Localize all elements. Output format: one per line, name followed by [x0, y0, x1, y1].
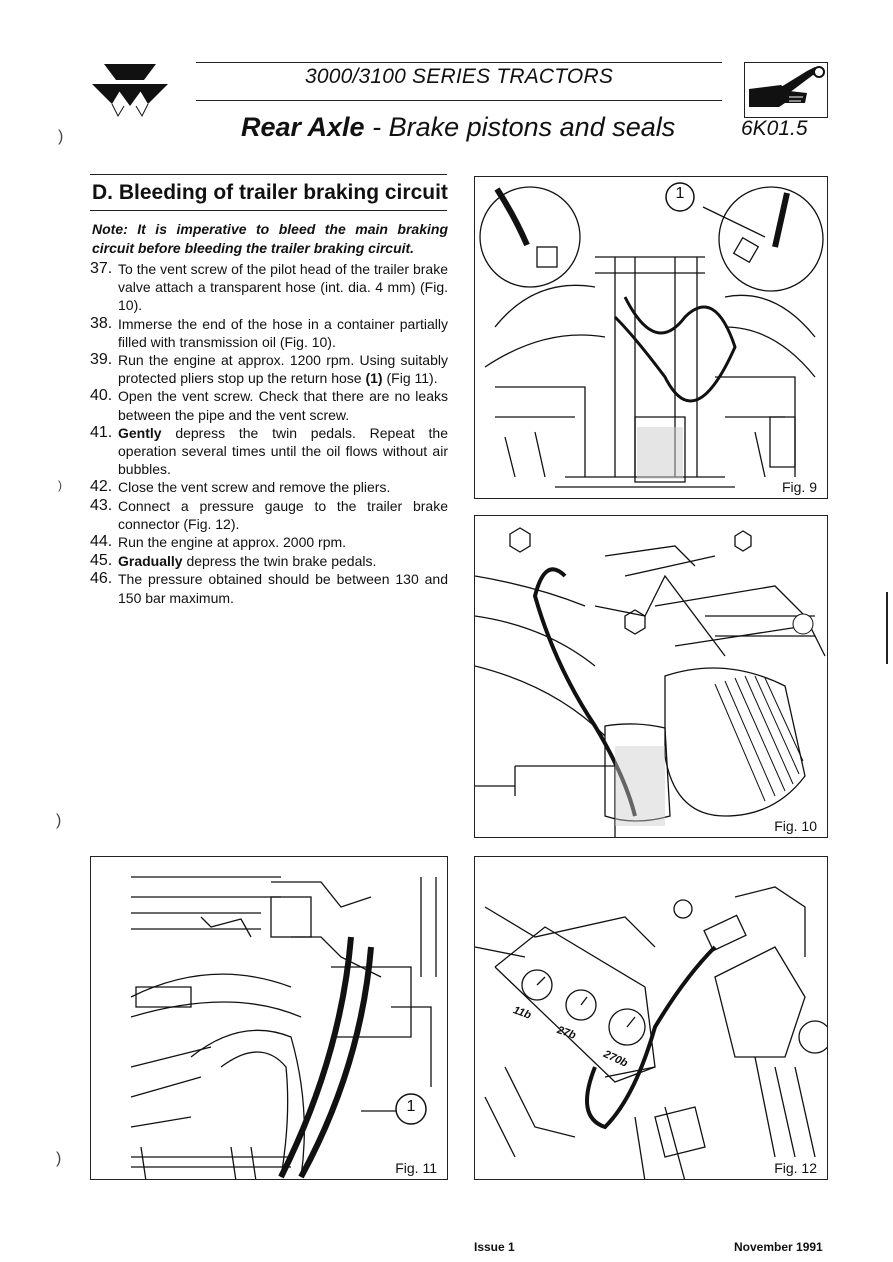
callout-reference: (1) [365, 370, 383, 387]
figure-9-callout: 1 [675, 185, 685, 202]
footer-issue: Issue 1 [474, 1240, 515, 1254]
step-number: 41. [90, 423, 113, 441]
footer-date: November 1991 [734, 1240, 823, 1254]
step-number: 45. [90, 551, 113, 569]
step-text: Run the engine at approx. 1200 rpm. Using suitably protected pliers stop up the return hose [118, 352, 448, 387]
step-emphasis: Gradually [118, 552, 183, 569]
step-number: 42. [90, 478, 113, 496]
header-bottom-rule [196, 100, 722, 101]
scan-mark: ) [56, 812, 62, 829]
step-40 [90, 387, 448, 423]
section-title-rest: - Brake pistons and seals [364, 112, 676, 142]
scan-mark: ) [56, 1150, 62, 1167]
heading-bottom-rule [90, 210, 447, 211]
step-text: The pressure obtained should be between 130 and 150 bar maximum. [118, 571, 448, 606]
step-number: 40. [90, 387, 113, 405]
figure-11-label: Fig. 11 [395, 1160, 437, 1176]
step-number: 46. [90, 570, 113, 588]
figure-10-illustration [475, 516, 828, 838]
step-text: depress the twin brake pedals. [182, 552, 377, 569]
figure-11-illustration [91, 857, 448, 1180]
figure-11 [90, 856, 448, 1180]
step-text: depress the twin pedals. Repeat the operation several times until the oil flows without air bubbles. [118, 424, 448, 478]
gauge-label-3: 270b [601, 1048, 630, 1070]
step-45 [90, 552, 448, 571]
figure-12 [474, 856, 828, 1180]
massey-ferguson-logo-icon [90, 58, 170, 122]
step-44 [90, 533, 448, 552]
step-text-wrap [118, 552, 448, 571]
step-37 [90, 260, 448, 315]
figure-9 [474, 176, 828, 499]
header-top-rule [196, 62, 722, 63]
page-code: 6K01.5 [741, 117, 808, 140]
figure-12-label: Fig. 12 [774, 1160, 817, 1176]
step-39 [90, 351, 448, 387]
step-46 [90, 570, 448, 606]
step-text-wrap [118, 351, 448, 387]
gauge-label-1: 11b [511, 1004, 533, 1022]
workshop-hand-tool-icon [744, 62, 828, 118]
section-title-bold: Rear Axle [241, 112, 365, 142]
step-text-wrap [118, 424, 448, 479]
section-title [241, 112, 675, 143]
heading-top-rule [90, 174, 447, 175]
step-38 [90, 315, 448, 351]
figure-9-label: Fig. 9 [781, 479, 817, 495]
step-text-after: (Fig 11). [382, 370, 438, 387]
bleeding-note: Note: It is imperative to bleed the main braking circuit before bleeding the trailer braking circuit. [92, 221, 448, 256]
figure-10 [474, 515, 828, 838]
step-number: 39. [90, 351, 113, 369]
step-41 [90, 424, 448, 479]
margin-bar [886, 592, 888, 664]
step-text: Run the engine at approx. 2000 rpm. [118, 534, 347, 551]
figure-11-callout: 1 [406, 1098, 416, 1115]
step-number: 43. [90, 496, 113, 514]
series-title: 3000/3100 SERIES TRACTORS [304, 65, 614, 88]
gauge-label-2: 27b [555, 1024, 578, 1042]
procedure-steps [90, 260, 448, 607]
procedure-heading: D. Bleeding of trailer braking circuit [92, 181, 448, 204]
step-42 [90, 478, 448, 497]
step-text: Connect a pressure gauge to the trailer brake connector (Fig. 12). [118, 497, 448, 533]
figure-10-label: Fig. 10 [774, 818, 817, 834]
step-text: Open the vent screw. Check that there are no leaks between the pipe and the vent screw. [118, 388, 448, 423]
scan-mark: ) [58, 478, 62, 492]
step-text: Close the vent screw and remove the pliers. [118, 479, 391, 496]
step-number: 44. [90, 533, 113, 551]
step-text: To the vent screw of the pilot head of the trailer brake valve attach a transparent hose (int. dia. 4 mm) (Fig. 10). [118, 261, 448, 314]
step-emphasis: Gently [118, 424, 162, 441]
step-number: 37. [90, 260, 113, 277]
figure-9-illustration [475, 177, 828, 499]
scan-mark: ) [58, 128, 64, 145]
step-text: Immerse the end of the hose in a container partially filled with transmission oil (Fig. 10). [118, 315, 448, 350]
step-number: 38. [90, 314, 113, 332]
step-43 [90, 497, 448, 533]
